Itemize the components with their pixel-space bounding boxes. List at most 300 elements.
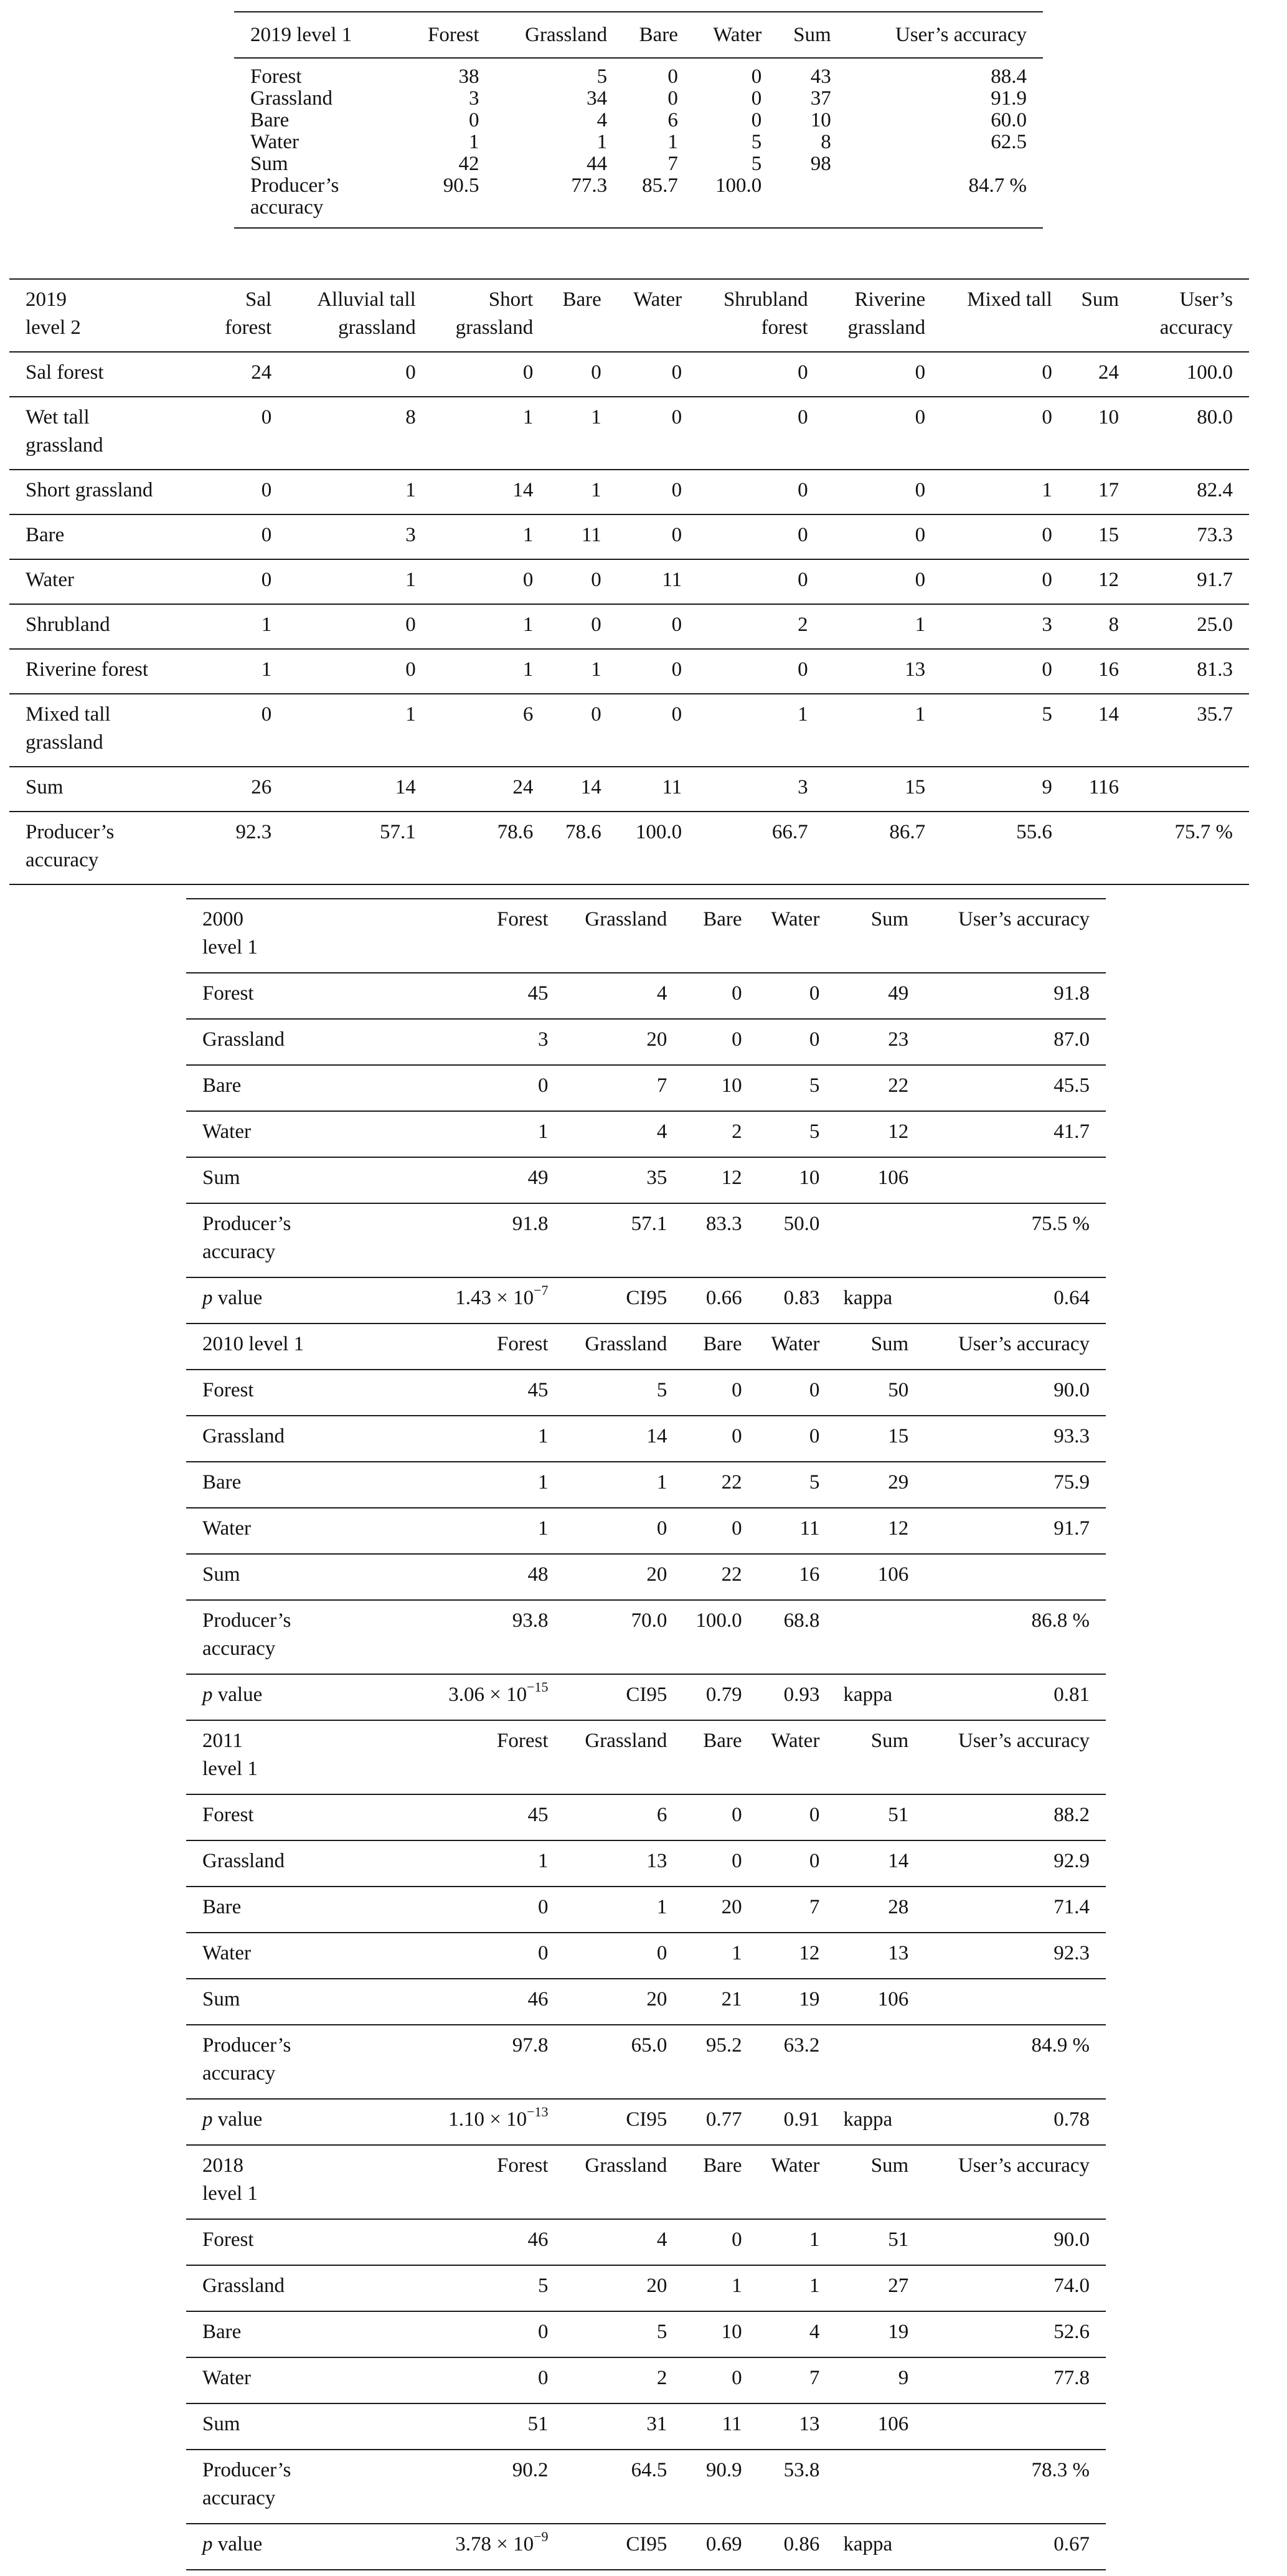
p-value-label [186, 2099, 415, 2145]
cell-value: 7 [809, 1896, 820, 1918]
cell-line-1: Riverine forest [26, 658, 149, 681]
cell-value: 90.0 [1054, 2228, 1090, 2251]
header-cell: Grassland [585, 908, 667, 930]
cell-value: 62.5 [991, 131, 1027, 153]
cell-line-2: level 1 [202, 936, 258, 959]
cell-line-1: Short grassland [26, 479, 153, 501]
cell-value: 50.0 [783, 1213, 820, 1235]
cell-value: 0 [915, 361, 926, 384]
cell-value: 25.0 [1197, 613, 1233, 636]
cell-value: 0 [671, 703, 682, 726]
cell-value: 0 [671, 613, 682, 636]
cell-value: 0 [1042, 406, 1052, 429]
header-cell: Sum [870, 908, 909, 930]
table-row [234, 58, 1043, 88]
cell-value: 51 [888, 1804, 909, 1826]
cell-value: 20 [721, 1896, 742, 1918]
cell-value: 20 [646, 2275, 667, 2297]
table-row [9, 694, 1249, 767]
cell-line-1: 2010 level 1 [202, 1333, 304, 1355]
cell-value: 13 [888, 1942, 909, 1964]
cell-value: 1 [538, 1850, 549, 1872]
cell-value: 27 [888, 2275, 909, 2297]
row-label [9, 604, 200, 649]
cell-value: 0 [261, 703, 272, 726]
cell-line-2: level 1 [202, 2182, 258, 2205]
header-cell: Bare [615, 12, 686, 58]
cell-value: 12 [721, 1167, 742, 1189]
producers-accuracy-row [234, 175, 1043, 228]
table-row [186, 1554, 1106, 1600]
cell-value: 23 [888, 1028, 909, 1051]
cell-value: 1 [591, 479, 601, 501]
row-label: Forest [202, 982, 254, 1005]
cell-value: 85.7 [615, 175, 686, 228]
row-label: Water [202, 1517, 251, 1540]
cell-line-1: Riverine [854, 288, 926, 311]
table-row [186, 2311, 1106, 2357]
row-label [9, 470, 200, 514]
row-label: Bare [202, 2321, 242, 2343]
row-label [9, 767, 200, 812]
cell-value: 45 [527, 982, 549, 1005]
cell-value: 0 [1042, 524, 1052, 546]
row-label: Grassland [202, 1425, 285, 1447]
producers-accuracy-row [186, 1600, 1106, 1674]
cell-value: 0 [809, 1425, 820, 1447]
header-cell [279, 279, 423, 352]
cell-value: 11 [722, 2413, 742, 2435]
p-value [415, 1674, 556, 1720]
cell-value: 0 [732, 1850, 742, 1872]
cell-value: 60.0 [991, 109, 1027, 131]
cell-value: 0 [591, 569, 601, 591]
p-value-label [186, 2524, 415, 2570]
cell-value: 0 [732, 1028, 742, 1051]
cell-value: 91.7 [1197, 569, 1233, 591]
stats-row [186, 2099, 1106, 2145]
ci-label: CI95 [626, 1287, 667, 1309]
year-header-row [186, 1324, 1106, 1370]
p-label-text: value [212, 2108, 263, 2131]
cell-value: 1 [732, 1942, 742, 1964]
cell-value: 8 [405, 406, 416, 429]
cell-value: 75.5 % [1031, 1213, 1090, 1235]
cell-value: 82.4 [1197, 479, 1233, 501]
row-label: Forest [202, 2228, 254, 2251]
cell-value: 0 [915, 524, 926, 546]
ci-high: 0.86 [783, 2533, 820, 2555]
row-label: Sum [202, 1563, 240, 1586]
cell-value: 43 [810, 65, 831, 88]
table-row [186, 1840, 1106, 1887]
cell-value: 91.9 [991, 87, 1027, 110]
row-label: Bare [202, 1074, 242, 1097]
cell-value: 1 [261, 613, 272, 636]
cell-value: 6 [667, 109, 678, 131]
cell-value: 80.0 [1197, 406, 1233, 429]
cell-value: 0 [809, 1850, 820, 1872]
cell-value: 1 [809, 2228, 820, 2251]
cell-value: 28 [888, 1896, 909, 1918]
cell-value: 1 [405, 569, 416, 591]
cell-line-2: accuracy [202, 2487, 276, 2509]
header-cell: Forest [399, 12, 486, 58]
cell-value: 13 [905, 658, 926, 681]
cell-line-1: Sal [245, 288, 272, 311]
table-row [186, 1508, 1106, 1554]
cell-value [916, 2403, 1106, 2450]
cell-value: 71.4 [1054, 1896, 1090, 1918]
cell-value: 106 [877, 1988, 909, 2010]
cell-value: 38 [458, 65, 479, 88]
row-label: Forest [250, 65, 302, 88]
cell-value: 11 [799, 1517, 820, 1540]
cell-value: 1 [405, 703, 416, 726]
cell-line-2: accuracy [202, 1241, 276, 1263]
table-row [186, 1462, 1106, 1508]
cell-value: 5 [1042, 703, 1052, 726]
cell-line-1: Shrubland [26, 613, 110, 636]
row-label: Bare [202, 1471, 242, 1494]
p-value-exponent: −7 [534, 1282, 549, 1298]
cell-value: 81.3 [1197, 658, 1233, 681]
cell-value: 26 [251, 776, 272, 798]
cell-value: 3 [405, 524, 416, 546]
cell-value: 45 [527, 1379, 549, 1401]
cell-value: 0 [656, 1517, 667, 1540]
row-label [186, 1600, 415, 1674]
cell-value: 75.9 [1054, 1471, 1090, 1494]
cell-value: 78.6 [565, 821, 601, 843]
row-label [9, 812, 200, 884]
cell-value: 90.0 [1054, 1379, 1090, 1401]
cell-line-2: accuracy [1159, 316, 1233, 339]
p-symbol: p [202, 1287, 213, 1309]
cell-value: 14 [1098, 703, 1120, 726]
cell-line-2: level 1 [202, 1758, 258, 1780]
cell-value: 0 [798, 658, 808, 681]
header-cell: Grassland [487, 12, 615, 58]
cell-line-1: Bare [26, 524, 65, 546]
p-value-label [186, 1674, 415, 1720]
cell-value: 48 [527, 1563, 549, 1586]
cell-value: 24 [512, 776, 534, 798]
cell-value: 11 [581, 524, 601, 546]
cell-value: 6 [656, 1804, 667, 1826]
cell-value: 20 [646, 1988, 667, 2010]
cell-value: 4 [809, 2321, 820, 2343]
cell-value: 0 [809, 1804, 820, 1826]
cell-value: 0 [671, 524, 682, 546]
cell-line-1: Sum [26, 776, 64, 798]
header-cell: Water [686, 12, 769, 58]
p-value-exponent: −13 [527, 2104, 549, 2119]
cell-line-1: Water [633, 288, 682, 311]
cell-value: 3 [469, 87, 479, 110]
cell-value: 5 [656, 1379, 667, 1401]
cell-value: 5 [751, 131, 762, 153]
row-label: Sum [202, 1988, 240, 2010]
cell-value [839, 153, 1043, 175]
cell-value [916, 1554, 1106, 1600]
cell-line-1: 2018 [202, 2154, 243, 2177]
cell-value: 0 [1042, 361, 1052, 384]
header-cell: Water [771, 1730, 820, 1752]
cell-value: 24 [1098, 361, 1120, 384]
cell-line-2: level 2 [26, 316, 81, 339]
cell-value: 4 [656, 982, 667, 1005]
cell-value: 0 [751, 65, 762, 88]
table-row [186, 1979, 1106, 2025]
cell-value: 12 [1098, 569, 1120, 591]
p-value-exponent: −9 [534, 2529, 549, 2544]
cell-value: 1 [538, 1517, 549, 1540]
p-value [415, 2524, 556, 2570]
row-label: Water [250, 131, 299, 153]
row-label: Forest [202, 1804, 254, 1826]
cell-value: 7 [667, 153, 678, 175]
cell-line-2: grassland [338, 316, 416, 339]
cell-line-1: Wet tall [26, 406, 90, 429]
cell-value: 11 [662, 569, 682, 591]
cell-value: 35.7 [1197, 703, 1233, 726]
cell-value: 84.9 % [1031, 2034, 1090, 2057]
row-label: Water [202, 1942, 251, 1964]
header-cell [9, 279, 200, 352]
cell-value: 2 [798, 613, 808, 636]
cell-line-2: forest [225, 316, 272, 339]
cell-value: 1 [915, 613, 926, 636]
cell-value: 86.8 % [1031, 1609, 1090, 1632]
cell-value: 0 [667, 65, 678, 88]
row-label [9, 559, 200, 604]
cell-value: 0 [732, 1517, 742, 1540]
p-value [415, 2099, 556, 2145]
row-label: Sum [202, 1167, 240, 1189]
year-header-row [186, 1720, 1106, 1794]
cell-value: 34 [587, 87, 608, 110]
header-cell: Grassland [585, 1333, 667, 1355]
cell-value: 22 [721, 1563, 742, 1586]
cell-line-1: 2019 [26, 288, 67, 311]
cell-value: 3 [798, 776, 808, 798]
header-cell: Forest [497, 908, 549, 930]
cell-value: 77.8 [1054, 2367, 1090, 2389]
cell-value: 31 [646, 2413, 667, 2435]
table-row [234, 131, 1043, 153]
cell-value: 0 [915, 479, 926, 501]
cell-value: 106 [877, 1563, 909, 1586]
cell-value: 0 [538, 1896, 549, 1918]
cell-line-2: accuracy [202, 1637, 276, 1660]
cell-value: 15 [1098, 524, 1120, 546]
cell-value: 0 [671, 406, 682, 429]
cell-value: 100.0 [695, 1609, 742, 1632]
header-cell: Water [771, 2154, 820, 2177]
header-cell: 2019 level 1 [234, 12, 399, 58]
p-label-text: value [212, 2533, 263, 2555]
header-cell: Sum [870, 1730, 909, 1752]
cell-value: 74.0 [1054, 2275, 1090, 2297]
cell-value [916, 1979, 1106, 2025]
header-cell [816, 279, 933, 352]
cell-value: 0 [522, 569, 534, 591]
header-cell: Forest [497, 1730, 549, 1752]
p-value-mantissa: 1.10 × 10 [448, 2108, 527, 2131]
cell-value: 19 [888, 2321, 909, 2343]
cell-value: 1 [915, 703, 926, 726]
cell-value: 0 [732, 1379, 742, 1401]
cell-value: 57.1 [631, 1213, 667, 1235]
cell-value: 91.7 [1054, 1517, 1090, 1540]
cell-line-1: Bare [562, 288, 601, 311]
cell-value: 0 [538, 1942, 549, 1964]
kappa-label: kappa [843, 1683, 893, 1706]
cell-value: 44 [587, 153, 608, 175]
cell-value: 0 [405, 658, 416, 681]
cell-value: 1 [538, 1120, 549, 1143]
header-cell [540, 279, 608, 352]
cell-value: 8 [821, 131, 831, 153]
producers-accuracy-row [186, 2450, 1106, 2524]
p-label-text: value [212, 1287, 263, 1309]
p-label-text: value [212, 1683, 263, 1706]
cell-value: 1 [656, 1471, 667, 1494]
cell-value: 7 [656, 1074, 667, 1097]
cell-value: 5 [809, 1074, 820, 1097]
cell-value: 65.0 [631, 2034, 667, 2057]
cell-value: 0 [798, 406, 808, 429]
row-label: Sum [202, 2413, 240, 2435]
header-cell: Bare [703, 2154, 742, 2177]
cell-value [769, 175, 838, 228]
cell-line-1: Producer’s [202, 1609, 291, 1632]
confusion-table-2019-level1 [234, 11, 1043, 229]
cell-value: 21 [721, 1988, 742, 2010]
cell-line-1: Sal forest [26, 361, 104, 384]
cell-value: 0 [261, 479, 272, 501]
cell-value: 1 [809, 2275, 820, 2297]
year-title [186, 2145, 415, 2219]
ci-low: 0.66 [705, 1287, 742, 1309]
cell-value: 0 [538, 2321, 549, 2343]
row-label: Bare [250, 109, 290, 131]
cell-value: 41.7 [1054, 1120, 1090, 1143]
cell-value: 87.0 [1054, 1028, 1090, 1051]
cell-value: 97.8 [512, 2034, 549, 2057]
header-cell: Forest [497, 2154, 549, 2177]
cell-line-2: forest [761, 316, 808, 339]
cell-value: 90.5 [399, 175, 486, 228]
cell-line-1: Producer’s [202, 2034, 291, 2057]
cell-value: 0 [798, 479, 808, 501]
cell-line-2: grassland [26, 434, 103, 457]
cell-value: 1 [798, 703, 808, 726]
cell-value: 10 [721, 1074, 742, 1097]
cell-value: 37 [810, 87, 831, 110]
table-row [186, 1111, 1106, 1157]
cell-value: 0 [1042, 658, 1052, 681]
row-label [234, 175, 399, 228]
p-value-mantissa: 3.78 × 10 [455, 2533, 534, 2555]
cell-value: 15 [888, 1425, 909, 1447]
table-row [186, 1019, 1106, 1065]
ci-label: CI95 [626, 2108, 667, 2131]
producers-accuracy-row [186, 2025, 1106, 2099]
table-row [9, 812, 1249, 884]
table-row [9, 397, 1249, 470]
header-cell [200, 279, 279, 352]
cell-value: 91.8 [512, 1213, 549, 1235]
cell-value: 52.6 [1054, 2321, 1090, 2343]
cell-value: 92.3 [235, 821, 272, 843]
table-row [9, 470, 1249, 514]
cell-value: 22 [721, 1471, 742, 1494]
cell-value: 116 [1088, 776, 1120, 798]
kappa-value: 0.78 [1054, 2108, 1090, 2131]
cell-value: 4 [656, 2228, 667, 2251]
cell-value: 20 [646, 1028, 667, 1051]
ci-high: 0.91 [783, 2108, 820, 2131]
cell-value: 70.0 [631, 1609, 667, 1632]
cell-value: 19 [799, 1988, 820, 2010]
cell-line-1: Mixed tall [967, 288, 1052, 311]
cell-value: 35 [646, 1167, 667, 1189]
cell-value: 46 [527, 1988, 549, 2010]
cell-value: 0 [261, 406, 272, 429]
cell-line-1: Shrubland [723, 288, 808, 311]
cell-value: 5 [538, 2275, 549, 2297]
cell-value: 78.3 % [1031, 2459, 1090, 2481]
p-value-mantissa: 1.43 × 10 [455, 1287, 534, 1309]
cell-value: 75.7 % [1174, 821, 1233, 843]
cell-value [827, 1203, 916, 1277]
ci-high: 0.93 [783, 1683, 820, 1706]
year-title [186, 1324, 415, 1370]
cell-value: 0 [261, 569, 272, 591]
cell-value: 8 [1108, 613, 1120, 636]
cell-value: 5 [751, 153, 762, 175]
cell-value: 0 [732, 2228, 742, 2251]
header-cell [689, 279, 816, 352]
row-label [9, 352, 200, 397]
table-row [234, 110, 1043, 131]
header-cell: Bare [703, 908, 742, 930]
table-row [234, 153, 1043, 175]
cell-value: 13 [646, 1850, 667, 1872]
cell-value: 93.8 [512, 1609, 549, 1632]
header-cell: Grassland [585, 2154, 667, 2177]
row-label: Grassland [202, 1028, 285, 1051]
cell-value: 14 [512, 479, 534, 501]
kappa-label: kappa [843, 2533, 893, 2555]
cell-value: 16 [1098, 658, 1120, 681]
header-cell: Sum [870, 1333, 909, 1355]
cell-value: 45.5 [1054, 1074, 1090, 1097]
header-cell [933, 279, 1060, 352]
cell-line-2: grassland [455, 316, 534, 339]
cell-value: 88.2 [1054, 1804, 1090, 1826]
ci-low: 0.77 [705, 2108, 742, 2131]
table-row [9, 514, 1249, 559]
table-row [186, 2219, 1106, 2265]
cell-value: 1 [538, 1471, 549, 1494]
cell-value: 12 [799, 1942, 820, 1964]
cell-value: 78.6 [497, 821, 534, 843]
cell-value: 51 [888, 2228, 909, 2251]
cell-value: 12 [888, 1517, 909, 1540]
